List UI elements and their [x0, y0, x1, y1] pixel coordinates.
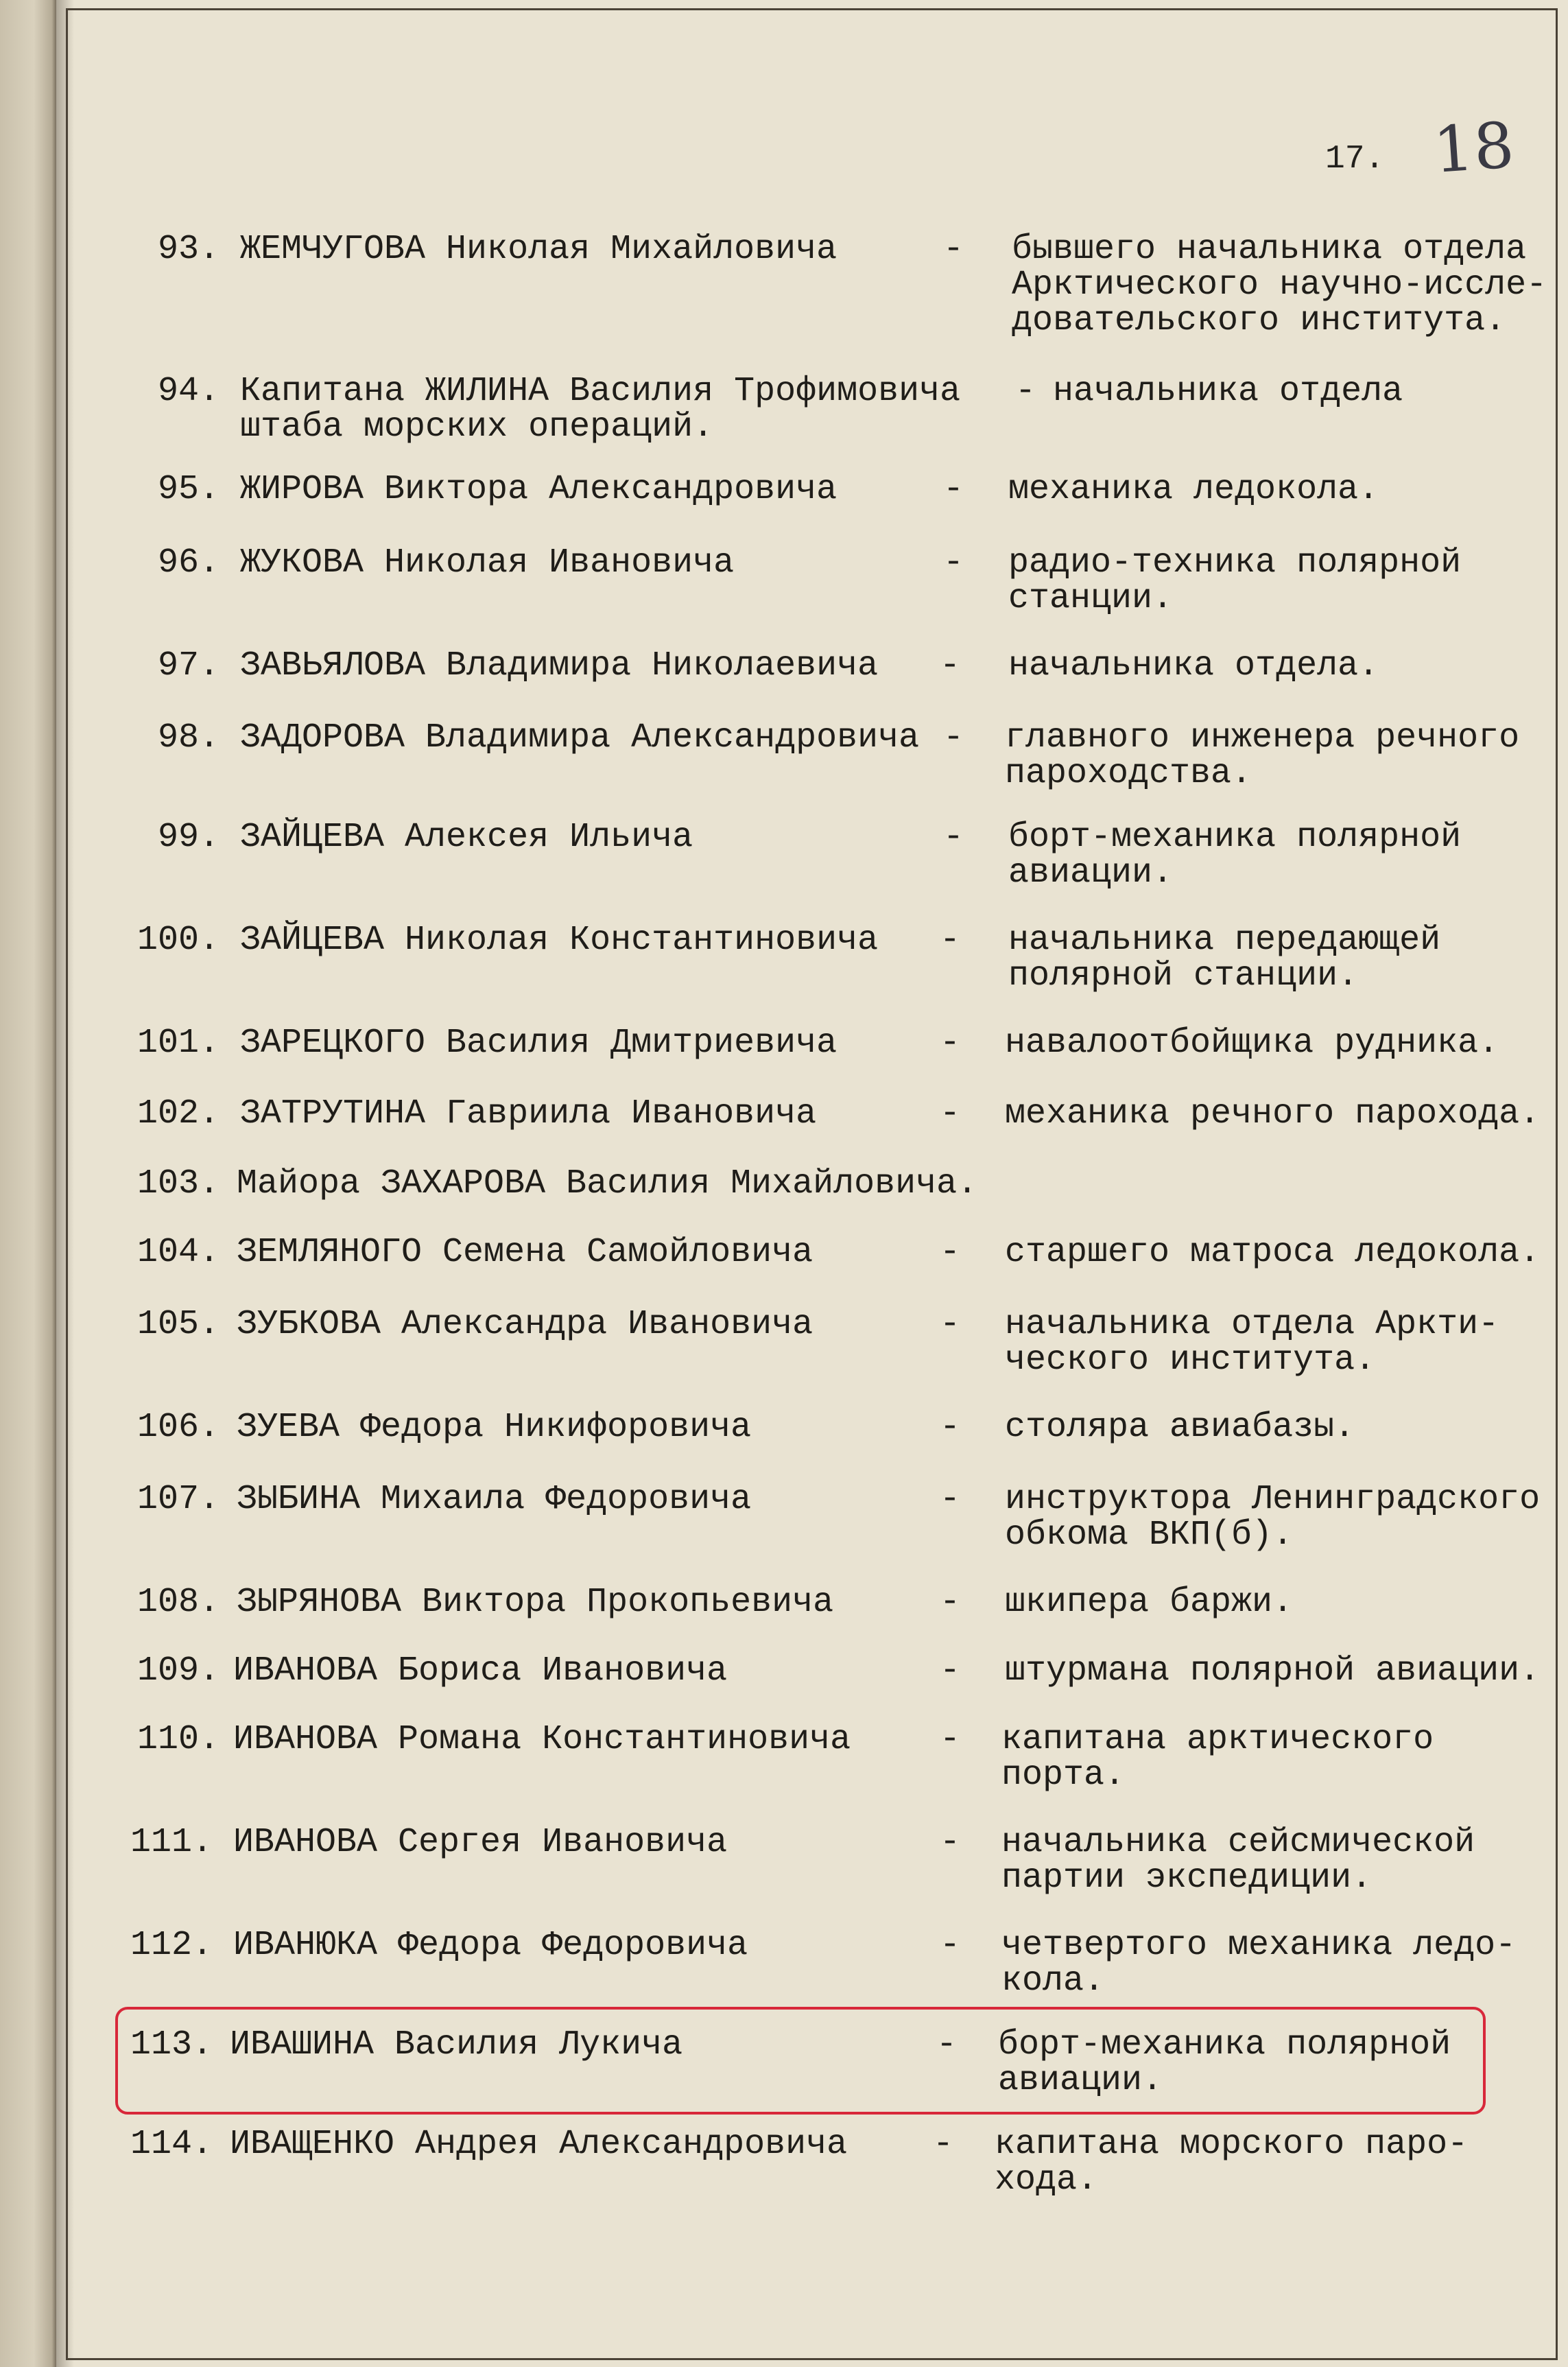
entry-position-line: радио-техника полярной [1008, 543, 1462, 582]
entry-position [1008, 820, 1461, 891]
entry-number: 105. [136, 1305, 219, 1344]
entry-dash: - [940, 1583, 961, 1622]
entry-position-line: ческого института. [1005, 1341, 1376, 1380]
binding-margin [0, 0, 56, 2367]
entry-person-name: ЗУЕВА Федора Никифоровича [237, 1408, 752, 1447]
entry-position-line: шкипера баржи. [1005, 1583, 1294, 1622]
entry-person-name: ЗУБКОВА Александра Ивановича [237, 1305, 813, 1344]
entry-position-line: пароходства. [1005, 754, 1252, 793]
entry-person-name: ЗАРЕЦКОГО Василия Дмитриевича [240, 1024, 838, 1063]
entry-position-line: механика речного парохода. [1005, 1094, 1541, 1133]
entry-person-name: ЗЕМЛЯНОГО Семена Самойловича [237, 1233, 813, 1272]
entry-position-line: капитана арктического [1001, 1720, 1434, 1759]
entry-dash: - [940, 1305, 961, 1344]
entry-position-line: борт-механика полярной [1008, 818, 1462, 857]
entry-dash: - [943, 543, 964, 582]
entry-number: 93. [157, 230, 219, 269]
entry-dash: - [1015, 372, 1036, 411]
entry-person-name: ЗАЙЦЕВА Алексея Ильича [240, 818, 693, 857]
entry-person-name: ИВАНОВА Сергея Ивановича [233, 1823, 728, 1862]
entry-position [1005, 1585, 1293, 1621]
entry-position [1005, 720, 1519, 792]
entry-position-line: борт-механика полярной [998, 2025, 1451, 2064]
entry-dash: - [933, 2125, 954, 2164]
entry-person-name: Майора ЗАХАРОВА Василия Михайловича. [237, 1164, 978, 1203]
entry-person-name: ИВАЩЕНКО Андрея Александровича [230, 2125, 848, 2164]
entry-number: 101. [136, 1024, 219, 1063]
entry-position-line: кола. [1001, 1962, 1105, 2001]
entry-dash: - [940, 1024, 961, 1063]
entry-number: 114. [130, 2125, 213, 2164]
entry-dash: - [940, 1651, 961, 1691]
entry-position [1005, 1410, 1355, 1446]
entry-dash: - [936, 2025, 958, 2064]
entry-position-line: навалоотбойщика рудника. [1005, 1024, 1499, 1063]
entry-number: 113. [130, 2025, 213, 2064]
entry-person-name: ИВАШИНА Василия Лукича [230, 2025, 683, 2064]
entry-position-line: начальника отдела [1053, 372, 1403, 411]
entry-number: 112. [130, 1926, 213, 1965]
entry-position [1008, 648, 1379, 684]
entry-position-line: штурмана полярной авиации. [1005, 1651, 1541, 1691]
entry-person-name: Капитана ЖИЛИНА Василия Трофимовича [240, 372, 961, 411]
entry-number: 110. [136, 1720, 219, 1759]
entry-position-line: довательского института. [1012, 301, 1506, 340]
entry-person-name: ЗАДОРОВА Владимира Александровича [240, 718, 920, 757]
entry-person-name: ИВАНОВА Бориса Ивановича [233, 1651, 728, 1691]
entry-position [1005, 1235, 1540, 1271]
entry-number: 111. [130, 1823, 213, 1862]
entry-position-line: начальника сейсмической [1001, 1823, 1475, 1862]
entry-position-line: обкома ВКП(б). [1005, 1516, 1294, 1555]
entry-position-line: капитана морского паро- [995, 2125, 1469, 2164]
entry-person-name: ЗЫБИНА Михаила Федоровича [237, 1480, 752, 1519]
entry-position-line: партии экспедиции. [1001, 1859, 1373, 1898]
entry-number: 102. [136, 1094, 219, 1133]
entry-dash: - [940, 921, 961, 960]
entry-person-name: ЗАЙЦЕВА Николая Константиновича [240, 921, 879, 960]
entry-position [1005, 1307, 1499, 1378]
entry-position-line: полярной станции. [1008, 956, 1359, 996]
entry-number: 108. [136, 1583, 219, 1622]
entry-position-line: старшего матроса ледокола. [1005, 1233, 1541, 1272]
entry-position [1008, 545, 1461, 617]
handwritten-sheet-number: 18 [1431, 108, 1517, 187]
entry-person-name: ЖИРОВА Виктора Александровича [240, 470, 838, 509]
entry-position-line: начальника передающей [1008, 921, 1441, 960]
entry-position [1053, 374, 1403, 410]
entry-person-name: ЖУКОВА Николая Ивановича [240, 543, 735, 582]
entry-number: 107. [136, 1480, 219, 1519]
entry-dash: - [940, 1720, 961, 1759]
entry-position-line: авиации. [998, 2061, 1163, 2100]
entry-position [995, 2127, 1468, 2198]
entry-position [1008, 472, 1379, 508]
entry-dash: - [940, 1408, 961, 1447]
entry-person-name: ЗЫРЯНОВА Виктора Прокопьевича [237, 1583, 834, 1622]
entry-person-name-continued: штаба морских операций. [240, 408, 714, 447]
entry-number: 109. [136, 1651, 219, 1691]
entry-number: 106. [136, 1408, 219, 1447]
entry-position-line: бывшего начальника отдела [1012, 230, 1527, 269]
entry-number: 96. [157, 543, 219, 582]
entry-person-name: ЖЕМЧУГОВА Николая Михайловича [240, 230, 838, 269]
entry-position-line: четвертого механика ледо- [1001, 1926, 1517, 1965]
entry-number: 100. [136, 921, 219, 960]
entry-position-line: столяра авиабазы. [1005, 1408, 1355, 1447]
entry-dash: - [940, 1926, 961, 1965]
entry-dash: - [940, 1823, 961, 1862]
highlighted-entry-frame [115, 2007, 1486, 2115]
entry-position-line: начальника отдела Аркти- [1005, 1305, 1499, 1344]
entry-person-name: ЗАТРУТИНА Гавриила Ивановича [240, 1094, 817, 1133]
entry-position-line: авиации. [1008, 853, 1174, 893]
entry-person-name: ЗАВЬЯЛОВА Владимира Николаевича [240, 646, 879, 685]
entry-number: 104. [136, 1233, 219, 1272]
entry-dash: - [940, 1094, 961, 1133]
entry-person-name: ИВАНЮКА Федора Федоровича [233, 1926, 748, 1965]
entry-position [1012, 232, 1547, 339]
entry-position-line: Арктического научно-иссле- [1012, 266, 1547, 305]
entry-number: 103. [136, 1164, 219, 1203]
entry-position [1001, 1722, 1434, 1793]
entry-number: 97. [157, 646, 219, 685]
entry-dash: - [940, 1480, 961, 1519]
entry-position-line: главного инженера речного [1005, 718, 1520, 757]
entry-number: 99. [157, 818, 219, 857]
entry-dash: - [943, 818, 964, 857]
entry-position [1005, 1096, 1540, 1132]
entry-position-line: инструктора Ленинградского [1005, 1480, 1541, 1519]
entry-dash: - [943, 470, 964, 509]
entry-position [1005, 1482, 1540, 1553]
entry-position [1008, 923, 1440, 994]
entry-number: 98. [157, 718, 219, 757]
entry-dash: - [940, 646, 961, 685]
entry-position [1005, 1026, 1499, 1061]
entry-position-line: хода. [995, 2160, 1098, 2200]
entry-position-line: начальника отдела. [1008, 646, 1379, 685]
entry-number: 95. [157, 470, 219, 509]
entry-dash: - [940, 1233, 961, 1272]
entry-position-line: порта. [1001, 1756, 1126, 1795]
page-number: 17. [1325, 141, 1385, 178]
entry-position-line: станции. [1008, 579, 1174, 618]
entry-number: 94. [157, 372, 219, 411]
entry-position [1001, 1928, 1516, 1999]
entry-position [1005, 1653, 1540, 1689]
entry-person-name: ИВАНОВА Романа Константиновича [233, 1720, 851, 1759]
entry-position [1001, 1825, 1475, 1896]
entry-position-line: механика ледокола. [1008, 470, 1379, 509]
entry-dash: - [943, 230, 964, 269]
entry-dash: - [943, 718, 964, 757]
